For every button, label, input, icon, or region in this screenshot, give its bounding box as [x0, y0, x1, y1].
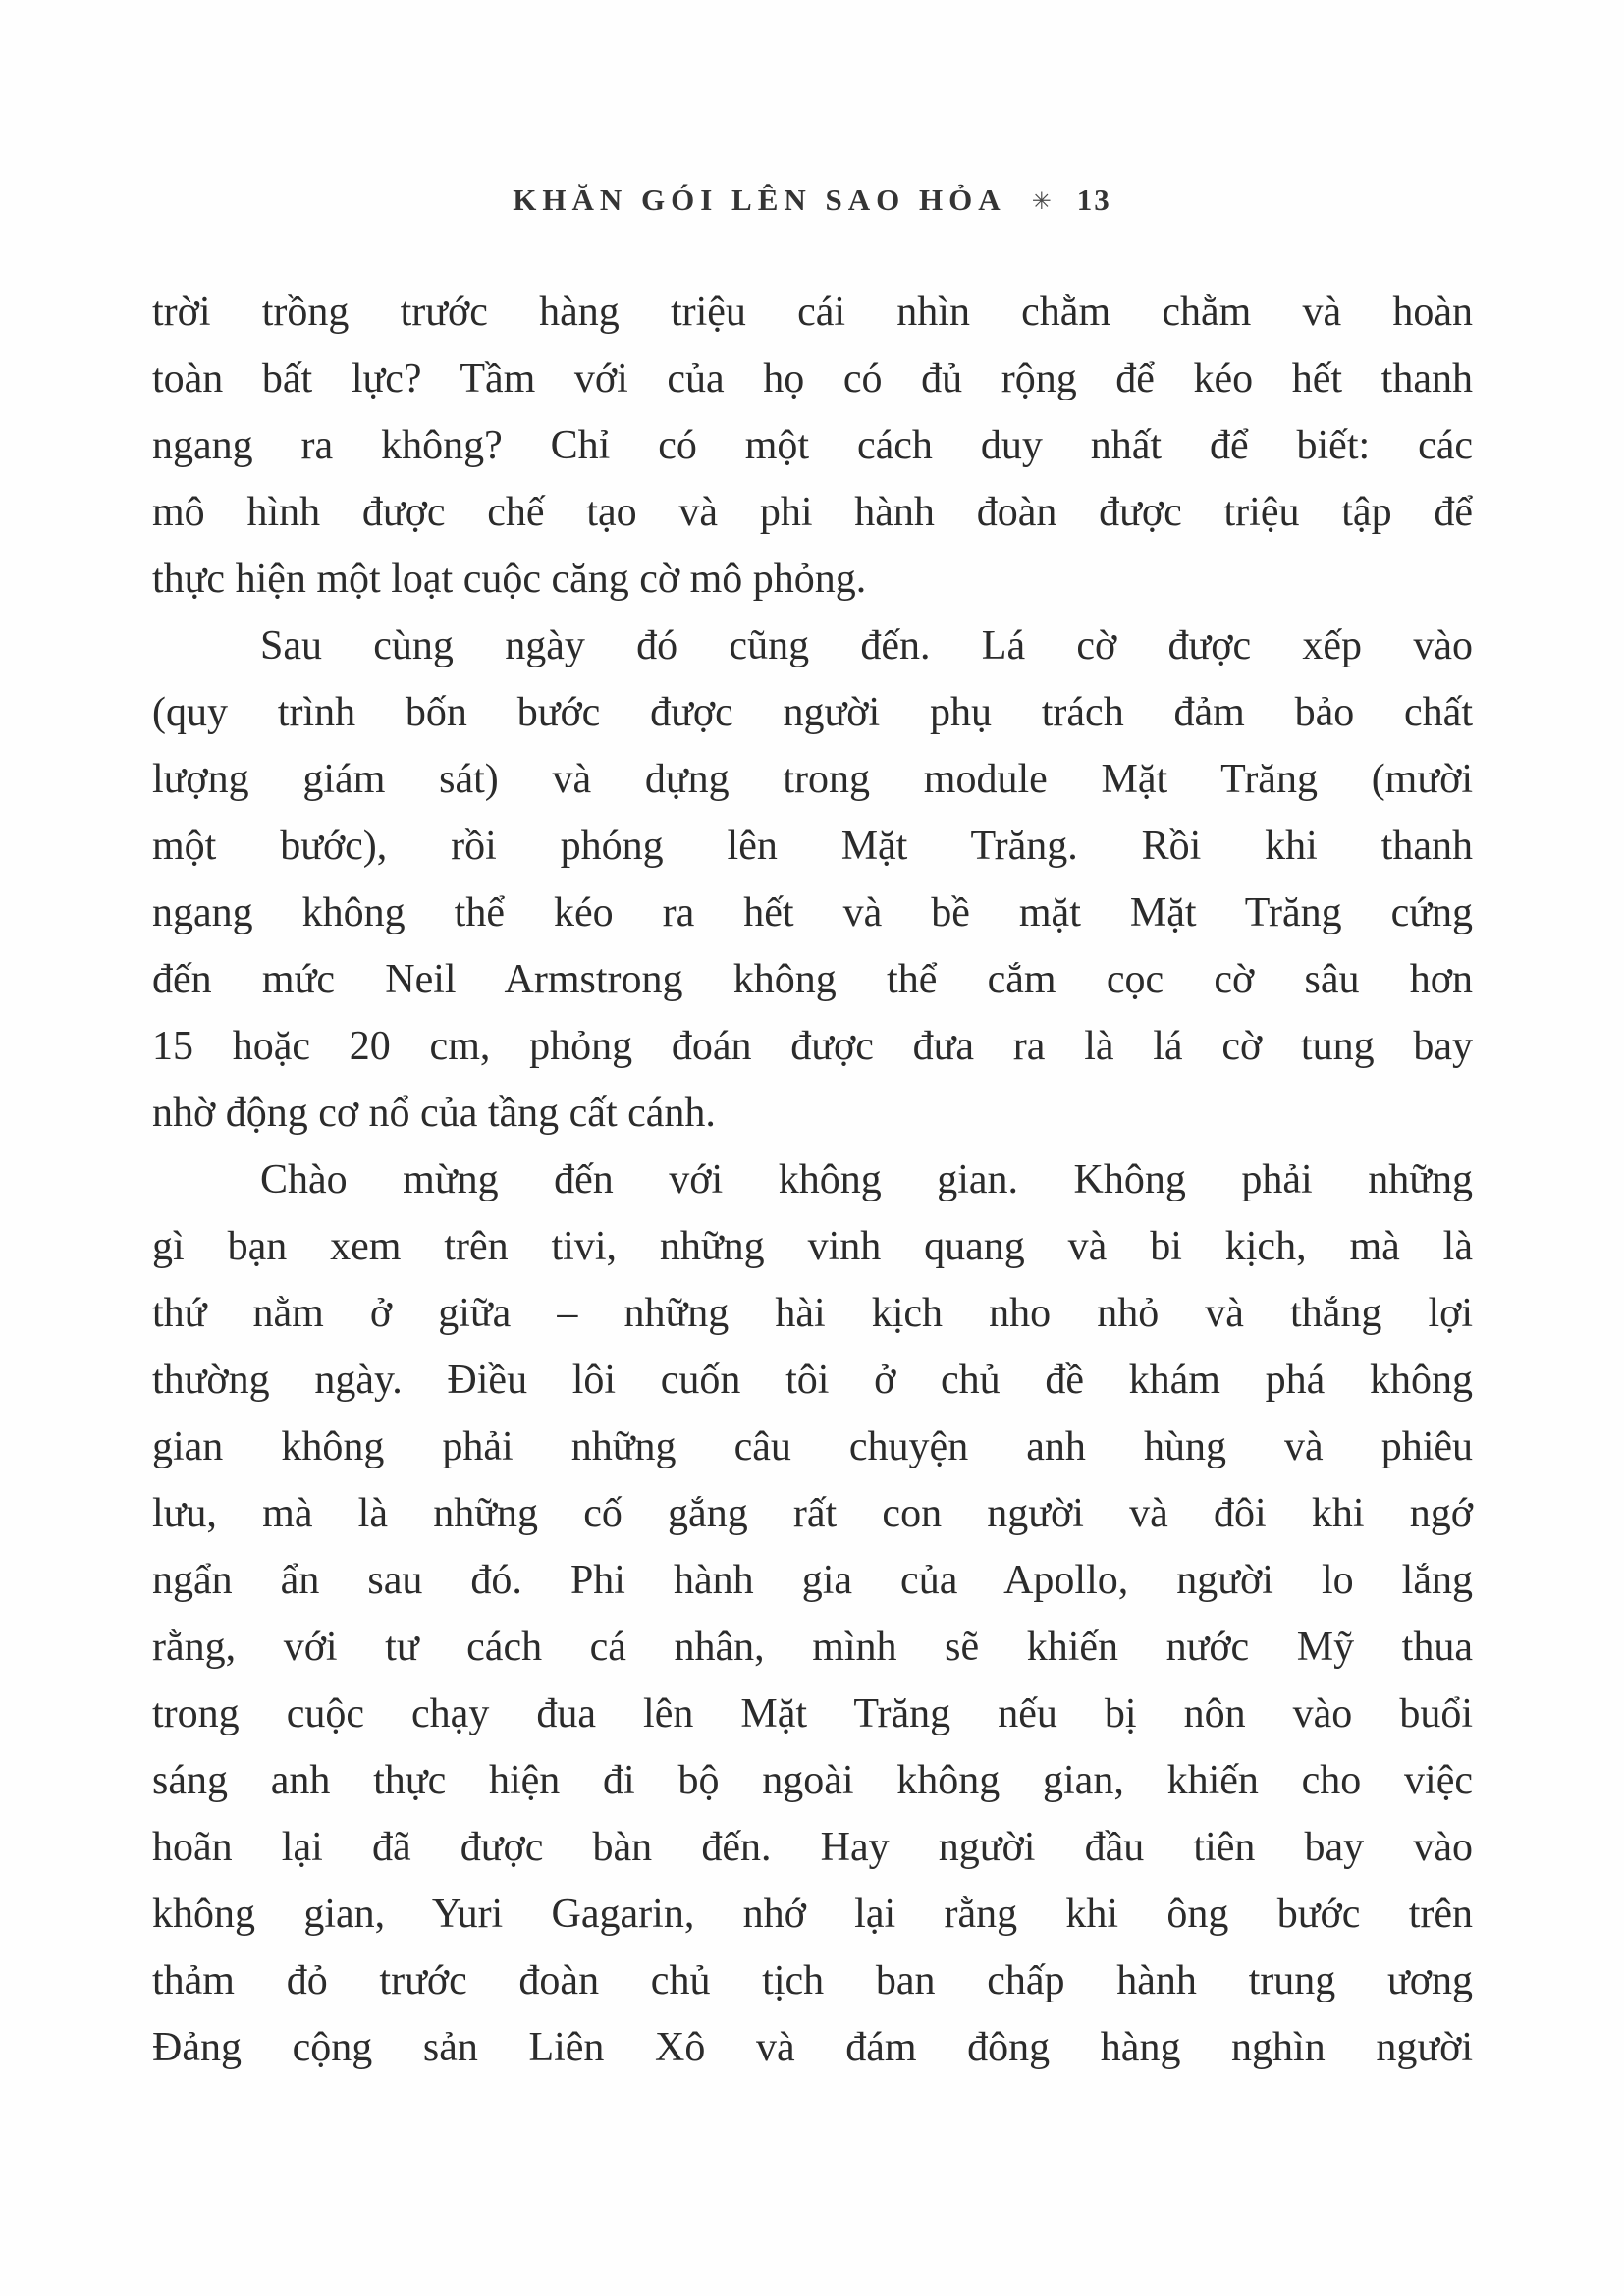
text-line: nhờ động cơ nổ của tầng cất cánh. [152, 1091, 716, 1136]
asterisk-star-icon: ✳ [1031, 187, 1052, 215]
text-line: (quy trình bốn bước được người phụ trách đảm bảo chất [152, 690, 1473, 735]
text-line: trong cuộc chạy đua lên Mặt Trăng nếu bị nôn vào buổi [152, 1691, 1473, 1736]
text-line: trời trồng trước hàng triệu cái nhìn chằm chằm và hoàn [152, 290, 1473, 335]
text-line: thứ nằm ở giữa – những hài kịch nho nhỏ và thắng lợi [152, 1291, 1473, 1336]
text-line: Chào mừng đến với không gian. Không phải những [260, 1157, 1473, 1202]
running-header [0, 183, 1624, 218]
text-line: lưu, mà là những cố gắng rất con người và đôi khi ngớ [152, 1491, 1473, 1536]
text-line: thực hiện một loạt cuộc căng cờ mô phỏng. [152, 557, 867, 602]
text-block [152, 279, 1473, 2081]
page-number: 13 [1076, 183, 1111, 217]
text-line: đến mức Neil Armstrong không thể cắm cọc cờ sâu hơn [152, 957, 1473, 1002]
text-line: ngẩn ẩn sau đó. Phi hành gia của Apollo, người lo lắng [152, 1558, 1473, 1603]
text-line: lượng giám sát) và dựng trong module Mặt Trăng (mười [152, 757, 1473, 802]
text-line: sáng anh thực hiện đi bộ ngoài không gian, khiến cho việc [152, 1758, 1473, 1803]
text-line: Sau cùng ngày đó cũng đến. Lá cờ được xếp vào [260, 623, 1473, 668]
text-line: ngang không thể kéo ra hết và bề mặt Mặt Trăng cứng [152, 890, 1473, 935]
text-line: toàn bất lực? Tầm với của họ có đủ rộng để kéo hết thanh [152, 356, 1473, 401]
text-line: hoãn lại đã được bàn đến. Hay người đầu tiên bay vào [152, 1825, 1473, 1870]
text-line: không gian, Yuri Gagarin, nhớ lại rằng khi ông bước trên [152, 1892, 1473, 1937]
text-line: rằng, với tư cách cá nhân, mình sẽ khiến nước Mỹ thua [152, 1625, 1473, 1670]
text-line: ngang ra không? Chỉ có một cách duy nhất để biết: các [152, 423, 1473, 468]
text-line: gian không phải những câu chuyện anh hùng và phiêu [152, 1424, 1473, 1469]
text-line: thường ngày. Điều lôi cuốn tôi ở chủ đề khám phá không [152, 1358, 1473, 1403]
text-line: 15 hoặc 20 cm, phỏng đoán được đưa ra là lá cờ tung bay [152, 1024, 1473, 1069]
text-line: gì bạn xem trên tivi, những vinh quang và bi kịch, mà là [152, 1224, 1473, 1269]
text-line: thảm đỏ trước đoàn chủ tịch ban chấp hành trung ương [152, 1958, 1473, 2003]
text-line: một bước), rồi phóng lên Mặt Trăng. Rồi khi thanh [152, 824, 1473, 869]
running-header-title: KHĂN GÓI LÊN SAO HỎA [513, 183, 1006, 217]
text-line: Đảng cộng sản Liên Xô và đám đông hàng nghìn người [152, 2025, 1473, 2070]
text-line: mô hình được chế tạo và phi hành đoàn được triệu tập để [152, 490, 1473, 535]
